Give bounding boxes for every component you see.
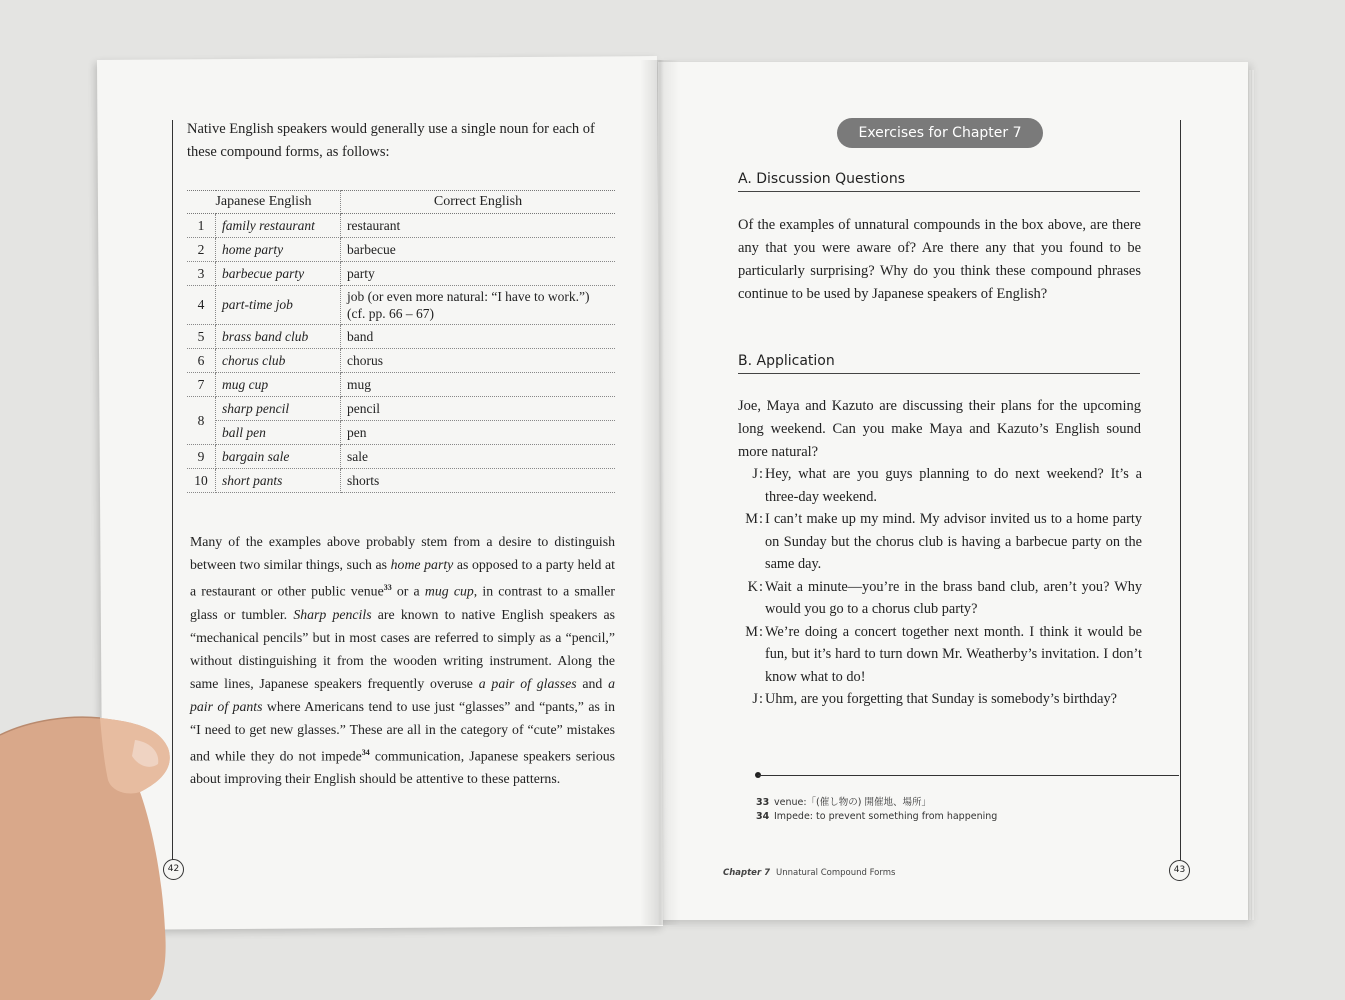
table-row <box>187 262 615 286</box>
para-text: as opposed to a party held at a restaurant or other public venue <box>190 557 615 599</box>
dialog-line: J : Hey, what are you guys planning to do next weekend? It’s a three-day weekend. <box>738 463 1142 508</box>
japanese-english-cell: brass band club <box>216 325 341 349</box>
japanese-english-cell: barbecue party <box>216 262 341 286</box>
utterance: I can’t make up my mind. My advisor invited us to a home party on Sunday but the chorus club is having a barbecue party on the same day. <box>765 511 1142 572</box>
row-number: 1 <box>187 214 216 238</box>
row-number: 7 <box>187 373 216 397</box>
footnote-rule <box>758 775 1179 776</box>
row-number: 6 <box>187 349 216 373</box>
japanese-english-cell: home party <box>216 238 341 262</box>
body-paragraph <box>190 530 615 790</box>
japanese-english-cell: short pants <box>216 469 341 493</box>
speaker: M <box>745 623 758 640</box>
correct-english-cell: restaurant <box>341 214 616 238</box>
para-text: where Americans tend to use just “glasses” and “pants,” as in “I need to get new glasses.” These are all in the category of “cute” mistakes and while they do not impede <box>190 698 615 764</box>
dialog-line: M : I can’t make up my mind. My advisor invited us to a home party on Sunday but the chorus club is having a barbecue party on the same day. <box>738 508 1142 576</box>
para-italic: a pair of pants <box>190 675 615 714</box>
speaker: J <box>752 691 758 707</box>
footnote-33 <box>756 794 931 808</box>
intro-text: Native English speakers would generally use a single noun for each of these compound forms, as follows: <box>187 121 595 160</box>
footnote-text: venue:「(催し物の) 開催地、場所」 <box>774 797 931 808</box>
japanese-english-cell: mug cup <box>216 373 341 397</box>
speaker: J <box>752 466 758 482</box>
speaker: K <box>747 578 758 595</box>
correct-english-cell: sale <box>341 445 616 469</box>
correct-english-cell <box>341 286 616 325</box>
correct-english-cell: pencil <box>341 397 616 421</box>
correct-english-line2: (cf. pp. 66 – 67) <box>347 306 434 321</box>
speaker: M <box>745 511 758 527</box>
para-text: are known to native English speakers as “mechanical pencils” but in most cases are referred to simply as a “pencil,” without distinguishing it from the wooden writing instrument. Along the same lines, Japanese speakers frequently overuse <box>190 606 615 691</box>
row-number: 10 <box>187 469 216 493</box>
para-italic: mug cup <box>424 583 474 599</box>
japanese-english-cell: bargain sale <box>216 445 341 469</box>
utterance: Hey, what are you guys planning to do next weekend? It’s a three-day weekend. <box>765 466 1142 505</box>
dialog-line: K : Wait a minute—you’re in the brass band club, aren’t you? Why would you go to a chorus club party? <box>738 576 1142 621</box>
section-a-title: A. Discussion Questions <box>738 171 1140 192</box>
header-correct-english: Correct English <box>341 191 616 214</box>
table-row <box>187 214 615 238</box>
footnote-ref-33[interactable]: 33 <box>383 583 392 592</box>
row-number: 8 <box>187 397 216 445</box>
correct-english-cell: pen <box>341 421 616 445</box>
header-japanese-english: Japanese English <box>187 191 341 214</box>
footnote-ref-34[interactable]: 34 <box>361 747 370 757</box>
table-row <box>187 445 615 469</box>
row-number: 9 <box>187 445 216 469</box>
table-row <box>187 286 615 325</box>
japanese-english-cell: part-time job <box>216 286 341 325</box>
footer-chapter-label: Chapter 7 <box>723 868 771 878</box>
table-row <box>187 397 615 421</box>
row-number: 2 <box>187 238 216 262</box>
correct-english-cell: band <box>341 325 616 349</box>
utterance: Wait a minute—you’re in the brass band club, aren’t you? Why would you go to a chorus club party? <box>765 578 1142 617</box>
section-a-text: Of the examples of unnatural compounds in the box above, are there any that you were aware of? Are there any that you found to be particularly surprising? Why do you think these compound phrases continue to be used by Japanese speakers of English? <box>738 217 1141 302</box>
japanese-english-cell: family restaurant <box>216 214 341 238</box>
section-b-title: B. Application <box>738 353 1140 374</box>
correct-english-cell: mug <box>341 373 616 397</box>
table-row <box>187 349 615 373</box>
correct-english-cell: chorus <box>341 349 616 373</box>
utterance: Uhm, are you forgetting that Sunday is somebody’s birthday? <box>765 691 1117 707</box>
para-italic: Sharp pencils <box>293 606 372 622</box>
dialog <box>738 463 1142 711</box>
dialog-line: J : Uhm, are you forgetting that Sunday is somebody’s birthday? <box>738 688 1142 711</box>
compound-table <box>187 190 615 493</box>
para-text: or a <box>391 583 425 599</box>
page-number-left: 42 <box>163 859 184 880</box>
para-text: , in contrast to a smaller glass or tumbler. <box>190 583 615 622</box>
correct-english-line1: job (or even more natural: “I have to work.”) <box>347 289 590 304</box>
correct-english-cell: barbecue <box>341 238 616 262</box>
para-italic: home party <box>390 557 454 572</box>
para-text: and <box>576 675 609 691</box>
exercises-badge: Exercises for Chapter 7 <box>837 118 1043 148</box>
para-italic: a pair of glasses <box>478 675 577 691</box>
footer-chapter <box>723 868 770 878</box>
table-row <box>187 421 615 445</box>
section-b-text: Joe, Maya and Kazuto are discussing their plans for the upcoming long weekend. Can you make Maya and Kazuto’s English sound more natural? <box>738 398 1141 460</box>
table-row <box>187 325 615 349</box>
table-row <box>187 469 615 493</box>
correct-english-cell: party <box>341 262 616 286</box>
footnote-number: 34 <box>756 811 770 822</box>
footer-title: Unnatural Compound Forms <box>776 868 896 878</box>
book-gutter <box>640 60 680 925</box>
correct-english-cell: shorts <box>341 469 616 493</box>
table-row <box>187 373 615 397</box>
page-number-right: 43 <box>1169 860 1190 881</box>
utterance: We’re doing a concert together next month. I think it would be fun, but it’s hard to turn down Mr. Weatherby’s invitation. I don’t know what to do! <box>765 623 1142 685</box>
table-row <box>187 238 615 262</box>
footnote-number: 33 <box>756 797 770 808</box>
japanese-english-cell: ball pen <box>216 421 341 445</box>
footnote-text: Impede: to prevent something from happening <box>774 811 998 822</box>
row-number: 4 <box>187 286 216 325</box>
dialog-line: M : We’re doing a concert together next month. I think it would be fun, but it’s hard to turn down Mr. Weatherby’s invitation. I don’t know what to do! <box>738 621 1142 689</box>
row-number: 3 <box>187 262 216 286</box>
para-text: communication, Japanese speakers serious about improving their English should be attentive to these patterns. <box>190 748 615 787</box>
japanese-english-cell: sharp pencil <box>216 397 341 421</box>
right-margin-rule <box>1180 120 1181 860</box>
row-number: 5 <box>187 325 216 349</box>
footnote-34 <box>756 811 997 822</box>
japanese-english-cell: chorus club <box>216 349 341 373</box>
hand-image <box>0 700 200 1000</box>
para-text: Many of the examples above probably stem from a desire to distinguish between two similar things, such as <box>190 534 615 572</box>
